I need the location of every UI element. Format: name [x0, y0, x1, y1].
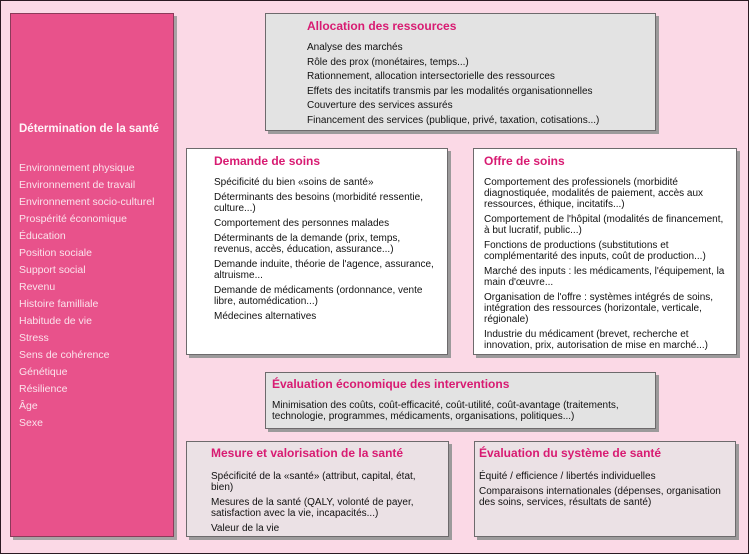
mesure-box: [186, 441, 449, 537]
evaluation-economique-list: [272, 400, 647, 422]
determination-item: Stress: [19, 332, 49, 344]
mesure-item: Valeur de la vie: [211, 523, 280, 534]
allocation-title: Allocation des ressources: [307, 19, 457, 33]
allocation-item: Financement des services (publique, privé, taxation, cotisations...): [307, 114, 600, 126]
offre-item: Organisation de l'offre : systèmes intégrés de soins, intégration des ressources (horizontale, verticale, régionale): [484, 292, 714, 325]
evaluation-economique-title: Évaluation économique des interventions: [272, 377, 510, 391]
demande-list: [214, 177, 439, 322]
evaluation-systeme-box: [474, 441, 736, 537]
mesure-list: [211, 471, 440, 534]
demande-item: Médecines alternatives: [214, 311, 317, 322]
determination-item: Sexe: [19, 417, 43, 429]
offre-item: Comportement des professionels (morbidité diagnostiquée, modalités de paiement, accès aux ressources, éthique, incitatifs...): [484, 177, 704, 210]
allocation-item: Analyse des marchés: [307, 42, 403, 53]
determination-item: Environnement physique: [19, 162, 135, 174]
demande-box: [186, 148, 448, 355]
offre-box: [473, 148, 737, 355]
determination-item: Résilience: [19, 383, 68, 395]
offre-item: Industrie du médicament (brevet, recherche et innovation, prix, autorisation de mise en marché...): [484, 329, 708, 351]
allocation-list: [307, 41, 655, 129]
evaluation-systeme-item: Équité / efficience / libertés individuelles: [479, 471, 656, 482]
demande-title: Demande de soins: [214, 154, 321, 168]
evaluation-economique-box: [265, 372, 656, 429]
evaluation-systeme-item: Comparaisons internationales (dépenses, organisation des soins, services, résultats de santé): [479, 486, 721, 508]
demande-item: Comportement des personnes malades: [214, 218, 390, 229]
determination-item: Histoire familliale: [19, 298, 99, 310]
determination-item: Éducation: [19, 230, 66, 242]
demande-item: Spécificité du bien «soins de santé»: [214, 177, 374, 188]
evaluation-systeme-list: [479, 471, 727, 508]
determination-item: Habitude de vie: [19, 315, 92, 327]
determination-item: Prospérité économique: [19, 213, 127, 225]
determination-item: Environnement de travail: [19, 179, 136, 191]
allocation-item: Rôle des prox (monétaires, temps...): [307, 56, 469, 68]
demande-item: Déterminants de la demande (prix, temps, revenus, accès, éducation, assurance...): [214, 233, 401, 255]
mesure-title: Mesure et valorisation de la santé: [211, 446, 404, 460]
determination-title: Détermination de la santé: [19, 123, 159, 135]
allocation-item: Couverture des services assurés: [307, 100, 453, 112]
allocation-item: Effets des incitatifs transmis par les modalités organisationnelles: [307, 85, 593, 97]
determination-item: Position sociale: [19, 247, 92, 259]
allocation-item: Rationnement, allocation intersectorielle des ressources: [307, 71, 555, 83]
determination-item: Âge: [19, 400, 38, 412]
determination-item: Sens de cohérence: [19, 349, 110, 361]
demande-item: Déterminants des besoins (morbidité ressentie, culture...): [214, 192, 423, 214]
determination-item: Génétique: [19, 366, 68, 378]
determination-item: Environnement socio-culturel: [19, 196, 155, 208]
determination-item: Revenu: [19, 281, 56, 293]
evaluation-systeme-title: Évaluation du système de santé: [479, 446, 662, 460]
evaluation-economique-item: Minimisation des coûts, coût-efficacité, coût-utilité, coût-avantage (traitements, technologie, programmes, médicaments, organisations, politiques...): [272, 400, 619, 422]
determination-item: Support social: [19, 264, 86, 276]
mesure-item: Mesures de la santé (QALY, volonté de payer, satisfaction avec la vie, incapacités...): [211, 497, 414, 519]
demande-item: Demande induite, théorie de l'agence, assurance, altruisme...: [214, 259, 434, 281]
mesure-item: Spécificité de la «santé» (attribut, capital, état, bien): [211, 471, 416, 493]
offre-list: [484, 177, 728, 351]
determination-panel: [10, 13, 174, 537]
allocation-box: [265, 13, 656, 131]
offre-title: Offre de soins: [484, 154, 565, 168]
demande-item: Demande de médicaments (ordonnance, vente libre, automédication...): [214, 285, 423, 307]
offre-item: Fonctions de productions (substitutions et complémentarité des inputs, coût de production...): [484, 240, 706, 262]
determination-list: [19, 160, 154, 432]
offre-item: Marché des inputs : les médicaments, l'équipement, la main d'œuvre...: [484, 266, 725, 288]
offre-item: Comportement de l'hôpital (modalités de financement, à but lucratif, public...): [484, 214, 724, 236]
